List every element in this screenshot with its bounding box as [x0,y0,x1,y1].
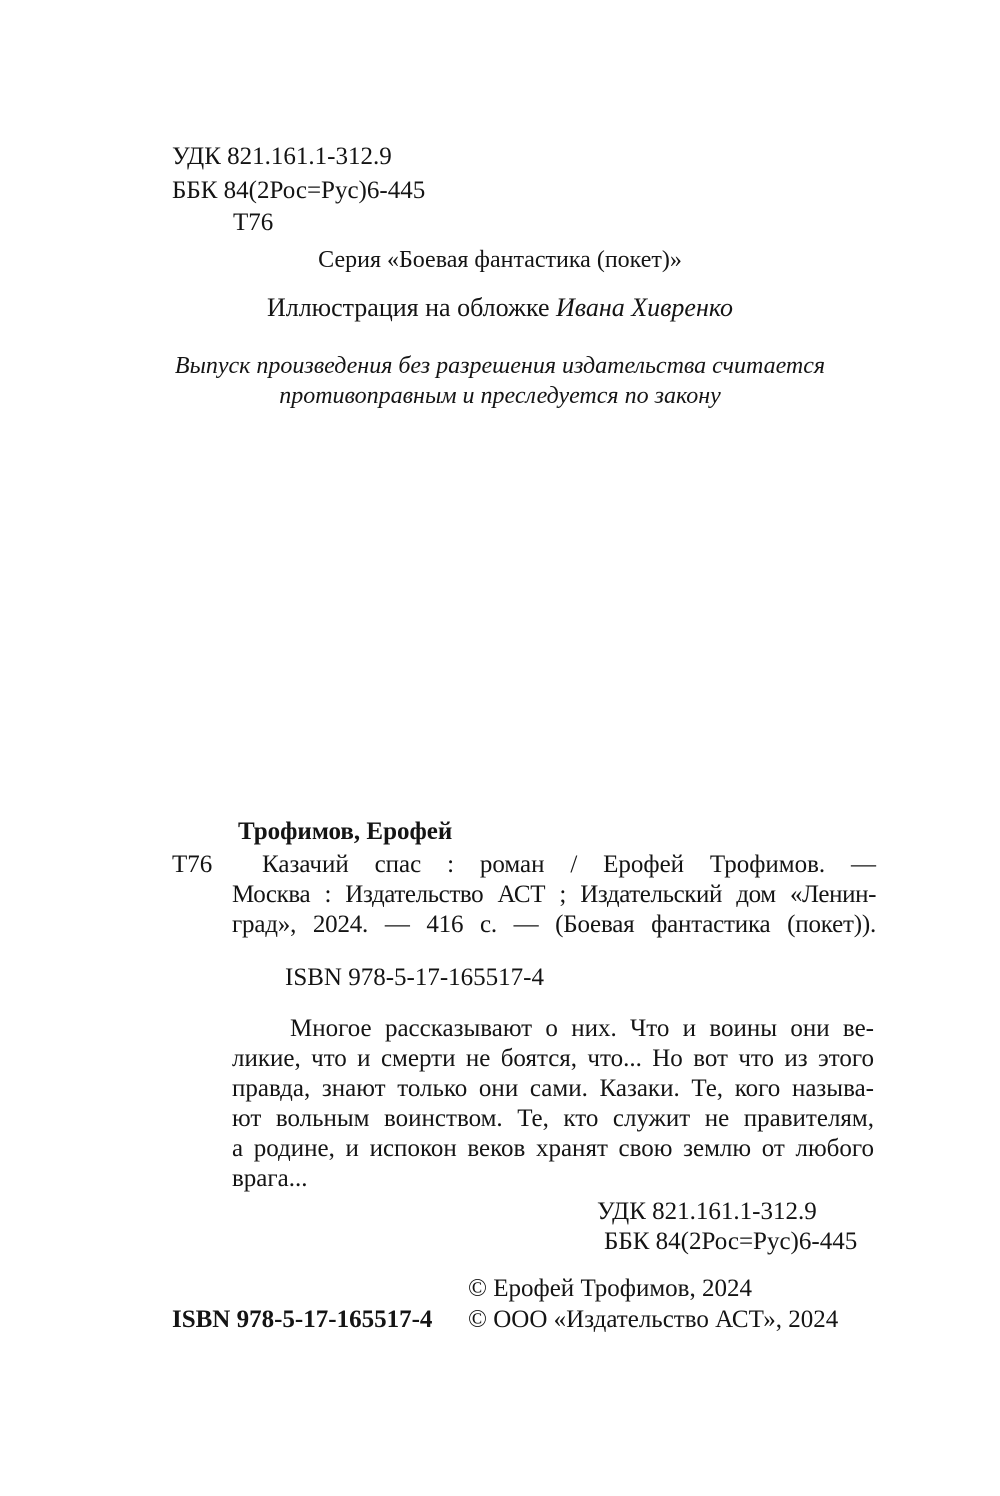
footer-isbn: ISBN 978-5-17-165517-4 [172,1306,433,1333]
catalog-author: Трофимов, Ерофей [238,818,453,845]
series-line: Серия «Боевая фантастика (покет)» [318,247,682,273]
annotation-line: правда, знают только они сами. Казаки. Те, кого называ- [232,1075,874,1102]
header-udk: УДК 821.161.1-312.9 [172,143,392,170]
annotation-line: Многое рассказывают о них. Что и воины они ве- [290,1015,874,1042]
illustration-artist: Ивана Хивренко [555,293,734,322]
copyright-publisher: © ООО «Издательство АСТ», 2024 [468,1306,839,1333]
copyright-author: © Ерофей Трофимов, 2024 [468,1275,752,1302]
footer-udk: УДК 821.161.1-312.9 [597,1198,817,1225]
catalog-isbn: ISBN 978-5-17-165517-4 [285,964,545,991]
header-author-mark: Т76 [233,209,274,236]
annotation-line: ликие, что и смерти не боятся, что... Но вот что из этого [232,1045,874,1072]
annotation-line: ют вольным воинством. Те, кто служит не правителям, [232,1105,874,1132]
annotation-line: а родине, и испокон веков хранят свою землю от любого [232,1135,874,1162]
annotation [232,1014,874,1194]
catalog-line: град», 2024. — 416 с. — (Боевая фантастика (покет)). [232,911,876,938]
legal-notice-line-1: Выпуск произведения без разрешения издательства считается [174,353,826,379]
annotation-line: врага... [232,1165,308,1192]
catalog-line: Казачий спас : роман / Ерофей Трофимов. — [262,851,876,878]
illustration-prefix: Иллюстрация на обложке [266,293,556,322]
header-bbk: ББК 84(2Рос=Рус)6-445 [172,177,426,204]
legal-notice-line-2: противоправным и преследуется по закону [279,383,721,409]
catalog-line: Москва : Издательство АСТ ; Издательский дом «Ленин- [232,881,876,908]
catalog-mark: Т76 [172,851,213,878]
illustration-credit [0,292,1000,324]
footer-bbk: ББК 84(2Рос=Рус)6-445 [604,1228,858,1255]
catalog-description [232,850,876,940]
